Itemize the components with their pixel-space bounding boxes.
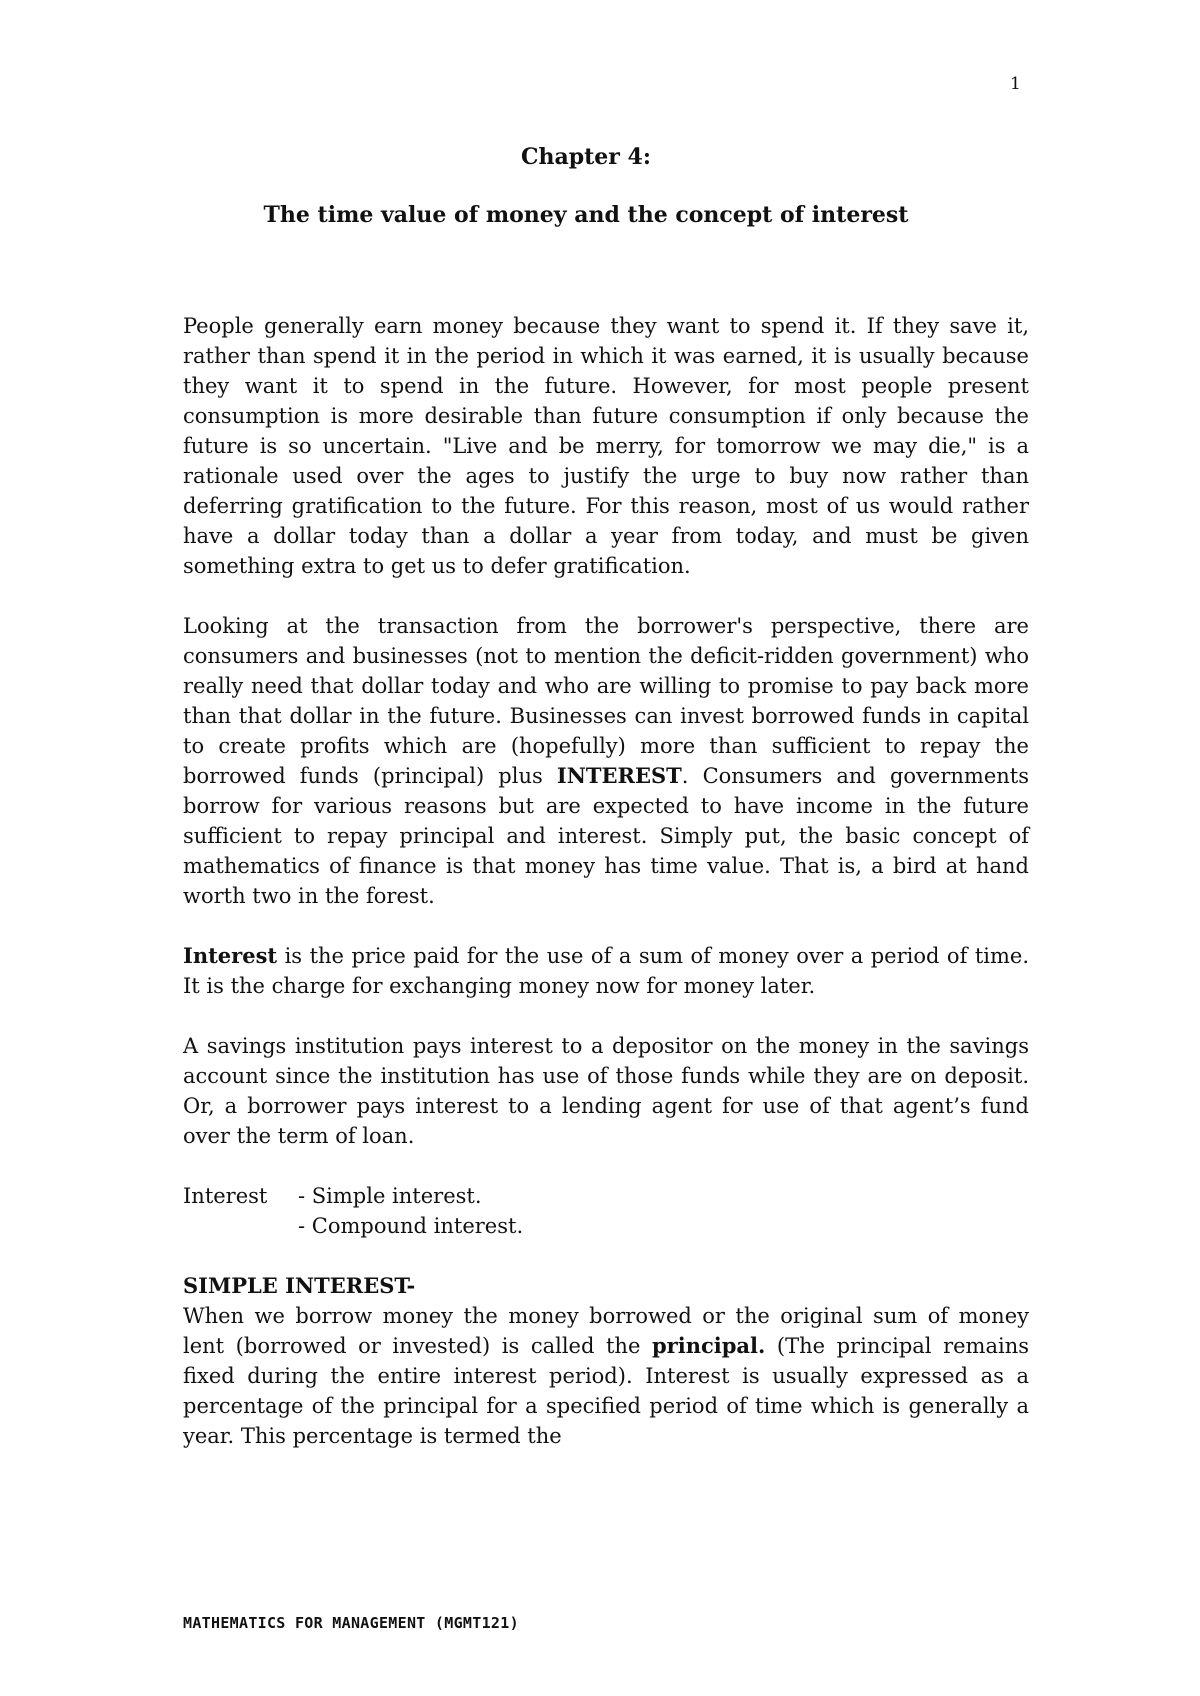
page-footer: MATHEMATICS FOR MANAGEMENT (MGMT121): [183, 1614, 519, 1632]
paragraph-consumption: People generally earn money because they want to spend it. If they save it, rather than spend it in the period in which it was earned, it is usually because they want it to spend in the future. However, for most people present consumption is more desirable than future consumption if only because the future is so uncertain. "Live and be merry, for tomorrow we may die," is a rationale used over the ages to justify the urge to buy now rather than deferring gratification to the future. For this reason, most of us would rather have a dollar today than a dollar a year from today, and must be given something extra to get us to defer gratification.: [183, 314, 1029, 578]
paragraph-interest-definition: [183, 941, 1029, 1001]
bold-term-interest-definition: Interest: [183, 943, 278, 968]
bold-term-interest: INTEREST: [556, 763, 682, 788]
list-item: [183, 1211, 1029, 1241]
paragraph-borrower-perspective: [183, 611, 1029, 911]
interest-type-compound: - Compound interest.: [298, 1214, 524, 1238]
text-run: Looking at the transaction from the borrower's perspective, there are consumers and businesses (not to mention the deficit-ridden government) who really need that dollar today and who are willing to promise to pay back more than that dollar in the future. Businesses can invest borrowed funds in capital to create profits which are (hopefully) more than sufficient to repay the borrowed funds (principal) plus: [183, 614, 1029, 788]
list-indent: [183, 1211, 298, 1241]
text-run: (The principal remains fixed during the entire interest period). Interest is usually expressed as a percentage of the principal for a specified period of time which is generally a year. This percentage is termed the: [183, 1334, 1029, 1448]
text-run: When we borrow money the money borrowed or the original sum of money lent (borrowed or invested) is called the: [183, 1304, 1029, 1358]
page-number: 1: [1010, 74, 1021, 94]
document-body: [183, 311, 1029, 1451]
chapter-title: The time value of money and the concept of interest: [263, 202, 909, 228]
paragraph-principal: [183, 1301, 1029, 1451]
interest-types-list: [183, 1181, 1029, 1241]
text-run: is the price paid for the use of a sum of money over a period of time. It is the charge for exchanging money now for money later.: [183, 944, 1029, 998]
text-run: . Consumers and governments borrow for various reasons but are expected to have income in the future sufficient to repay principal and interest. Simply put, the basic concept of mathematics of finance is that money has time value. That is, a bird at hand worth two in the forest.: [183, 764, 1029, 908]
chapter-heading: Chapter 4:: [521, 144, 651, 170]
interest-label: Interest: [183, 1184, 268, 1208]
list-item: [183, 1181, 1029, 1211]
interest-type-simple: - Simple interest.: [298, 1184, 482, 1208]
bold-term-principal: principal.: [651, 1333, 766, 1358]
paragraph-savings-institution: A savings institution pays interest to a depositor on the money in the savings account since the institution has use of those funds while they are on deposit. Or, a borrower pays interest to a lending agent for use of that agent’s fund over the term of loan.: [183, 1034, 1029, 1148]
section-heading-simple-interest: SIMPLE INTEREST-: [183, 1273, 416, 1298]
